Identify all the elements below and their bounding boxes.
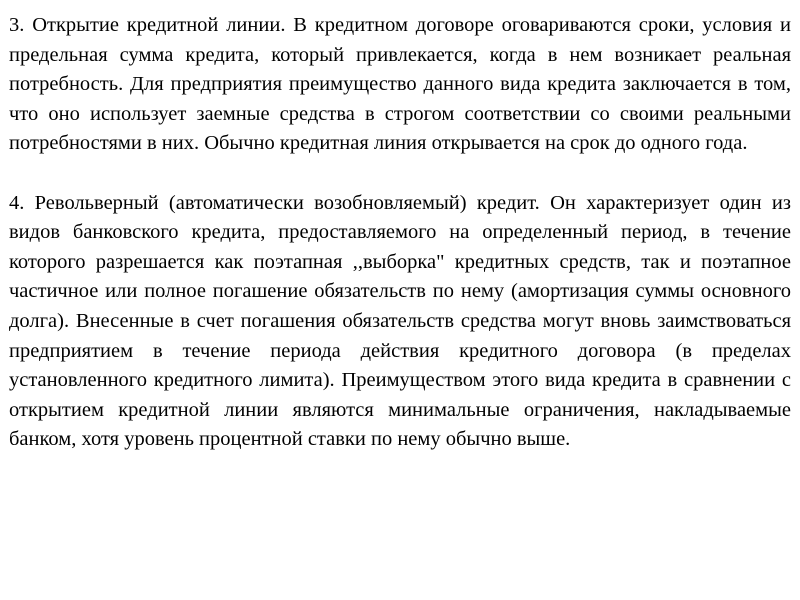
paragraph-revolving-credit: 4. Револьверный (автоматически возобновляемый) кредит. Он характеризует один из видов банковского кредита, предоставляемого на определенный период, в течение которого разрешается как поэтапная ,,выборка" кредитных средств, так и поэтапное частичное или полное погашение обязательств по нему (амортизация суммы основного долга). Внесенные в счет погашения обязательств средства могут вновь заимствоваться предприятием в течение периода действия кредитного договора (в пределах установленного кредитного лимита). Преимуществом этого вида кредита в сравнении с открытием кредитной линии являются минимальные ограничения, накладываемые банком, хотя уровень процентной ставки по нему обычно выше. [9, 191, 791, 451]
paragraph-credit-line: 3. Открытие кредитной линии. В кредитном договоре оговариваются сроки, условия и предельная сумма кредита, который привлекается, когда в нем возникает реальная потребность. Для предприятия преимущество данного вида кредита заключается в том, что оно использует заемные средства в строгом соответствии со своими реальными потребностями в них. Обычно кредитная линия открывается на срок до одного года. [9, 14, 791, 155]
document-body [9, 11, 791, 455]
